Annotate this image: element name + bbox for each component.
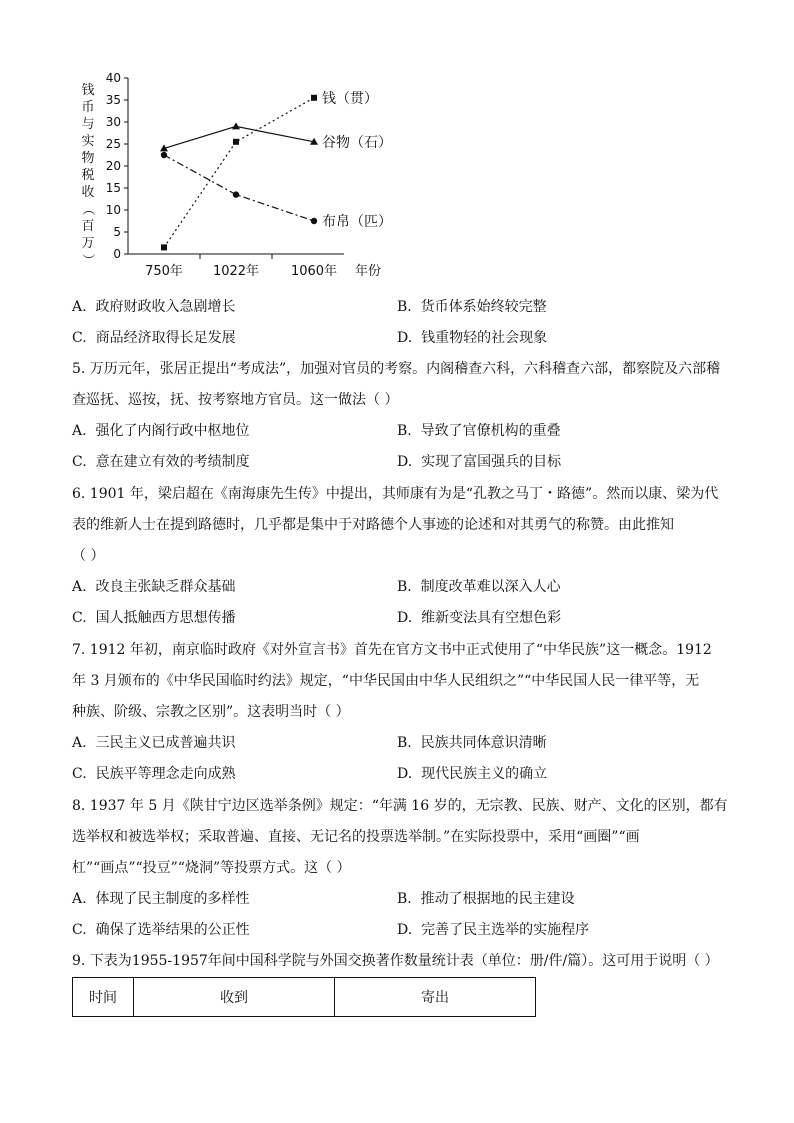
data-point-triangle [232,122,240,129]
series-line [164,98,314,248]
option-key: A. [72,735,87,751]
q6-stem-line-3: （ ） [72,548,105,564]
data-point-circle [233,191,239,197]
option-text: 改良主张缺乏群众基础 [95,579,236,595]
y-tick-label: 30 [105,115,121,129]
q9-table [72,977,536,1017]
q8-stem-line-2: 选举权和被选举权；采取普遍、直接、无记名的投票选举制。”在实际投票中，采用“画圈”“画 [72,829,640,845]
q8-option-d [397,920,589,940]
option-key: D. [397,766,413,782]
header-sent: 寄出 [335,978,536,1017]
data-point-circle [161,152,167,158]
series-label: 布帛（匹） [322,214,392,230]
y-axis-label-char: （ [80,202,95,216]
y-tick-label: 25 [105,137,121,151]
q4-option-b [397,297,547,317]
y-tick-label: 5 [113,225,121,239]
q5-option-a [72,421,249,441]
option-key: D. [397,454,413,470]
option-text: 钱重物轻的社会现象 [421,330,548,346]
q8-option-b [397,889,575,909]
option-key: A. [72,299,87,315]
q7-option-d [397,764,547,784]
data-point-square [233,139,239,145]
q7-option-b [397,733,547,753]
y-axis-label [80,82,95,267]
option-text: 导致了官僚机构的重叠 [420,423,561,439]
y-tick-label: 35 [105,93,121,107]
q5-stem-line-1: 5. 万历元年，张居正提出“考成法”，加强对官员的考察。内阁稽查六科，六科稽查六部，都察院及六部稽 [72,361,721,377]
option-text: 政府财政收入急剧增长 [95,299,236,315]
y-tick-label: 15 [105,181,121,195]
option-text: 意在建立有效的考绩制度 [95,454,250,470]
option-text: 民族平等理念走向成熟 [95,766,236,782]
q8-option-a [72,889,249,909]
series-line [164,126,314,148]
y-tick-label: 0 [113,247,121,261]
y-tick-label: 10 [105,203,121,217]
q5-option-c [72,452,250,472]
series-label: 谷物（石） [322,134,392,151]
y-ticks [106,71,128,261]
q7-stem-line-2: 年 3 月颁布的《中华民国临时约法》规定，“中华民国由中华人民组织之”“中华民国人民一律平等，无 [72,673,700,689]
x-ticks [145,254,381,279]
option-text: 三民主义已成普遍共识 [95,735,236,751]
header-time: 时间 [73,978,134,1017]
option-text: 现代民族主义的确立 [421,766,548,782]
option-text: 民族共同体意识清晰 [420,735,547,751]
y-tick-label: 40 [105,71,121,85]
option-key: A. [72,891,87,907]
q8-stem-line-3: 杠”“画点”“投豆”“烧洞”等投票方式。这（ ） [72,860,351,876]
header-received: 收到 [134,978,335,1017]
option-text: 确保了选举结果的公正性 [95,922,250,938]
q6-stem-line-1: 6. 1901 年，梁启超在《南海康先生传》中提出，其师康有为是“孔教之马丁・路德”。然而以康、梁为代 [72,486,719,502]
q4-option-c [72,328,236,348]
y-axis-label-char: 实 [81,134,95,149]
q4-option-d [397,328,547,348]
x-tick-label: 750年 [145,264,183,279]
y-axis-label-char: 税 [81,168,95,183]
option-key: C. [72,766,87,782]
x-tick-label: 1022年 [212,264,260,279]
y-axis-label-char: 与 [81,117,95,132]
y-axis-label-char: ） [80,253,95,267]
option-key: B. [397,579,412,595]
q7-stem-line-3: 种族、阶级、宗教之区别”。这表明当时（ ） [72,704,350,720]
q6-option-a [72,577,235,597]
q5-stem-line-2: 查巡抚、巡按，抚、按考察地方官员。这一做法（ ） [72,392,399,408]
option-key: B. [397,423,412,439]
y-axis-label-char: 万 [81,236,95,251]
option-text: 完善了民主选举的实施程序 [421,922,590,938]
x-axis-label: 年份 [354,264,382,279]
table-header-row [73,978,536,1017]
y-axis-label-char: 收 [81,185,95,200]
q7-stem-line-1: 7. 1912 年初，南京临时政府《对外宣言书》首先在官方文书中正式使用了“中华民族”这一概念。1912 [72,642,712,658]
chart-svg [72,66,412,286]
option-text: 维新变法具有空想色彩 [421,610,562,626]
option-key: B. [397,735,412,751]
option-key: C. [72,610,87,626]
data-point-square [161,244,167,250]
series-label: 钱（贯） [322,90,378,107]
option-text: 制度改革难以深入人心 [420,579,561,595]
q6-stem-line-2: 表的维新人士在提到路德时，几乎都是集中于对路德个人事迹的论述和对其勇气的称赞。由此推知 [72,517,674,533]
q7-option-a [72,733,235,753]
series-line [164,155,314,221]
q7-option-c [72,764,236,784]
option-text: 商品经济取得长足发展 [95,330,236,346]
option-text: 实现了富国强兵的目标 [421,454,562,470]
option-text: 推动了根据地的民主建设 [420,891,575,907]
y-axis-label-char: 物 [81,151,95,166]
option-key: C. [72,330,87,346]
option-key: A. [72,579,87,595]
y-axis-label-char: 百 [81,219,95,234]
q6-option-c [72,608,236,628]
data-point-circle [311,218,317,224]
q5-option-b [397,421,561,441]
data-point-square [311,95,317,101]
option-key: B. [397,891,412,907]
option-key: C. [72,922,87,938]
q8-stem-line-1: 8. 1937 年 5 月《陕甘宁边区选举条例》规定：“年满 16 岁的，无宗教、民族、财产、文化的区别，都有 [72,798,728,814]
option-key: A. [72,423,87,439]
y-tick-label: 20 [105,159,121,173]
option-key: B. [397,299,412,315]
q9-stem-line: 9. 下表为1955-1957年间中国科学院与外国交换著作数量统计表（单位：册/件/篇）。这可用于说明（ ） [72,953,719,969]
y-axis-label-char: 币 [81,100,95,115]
q4-option-a [72,297,235,317]
option-text: 体现了民主制度的多样性 [95,891,250,907]
option-text: 货币体系始终较完整 [420,299,547,315]
q5-option-d [397,452,561,472]
chart-series [160,90,392,251]
q6-option-d [397,608,561,628]
x-tick-label: 1060年 [290,264,338,279]
option-text: 国人抵触西方思想传播 [95,610,236,626]
chart-axes [128,78,344,254]
q8-option-c [72,920,250,940]
option-key: D. [397,922,413,938]
option-key: D. [397,330,413,346]
q6-option-b [397,577,561,597]
tax-line-chart [72,66,412,286]
y-axis-label-char: 钱 [81,83,95,98]
option-key: D. [397,610,413,626]
option-text: 强化了内阁行政中枢地位 [95,423,250,439]
option-key: C. [72,454,87,470]
